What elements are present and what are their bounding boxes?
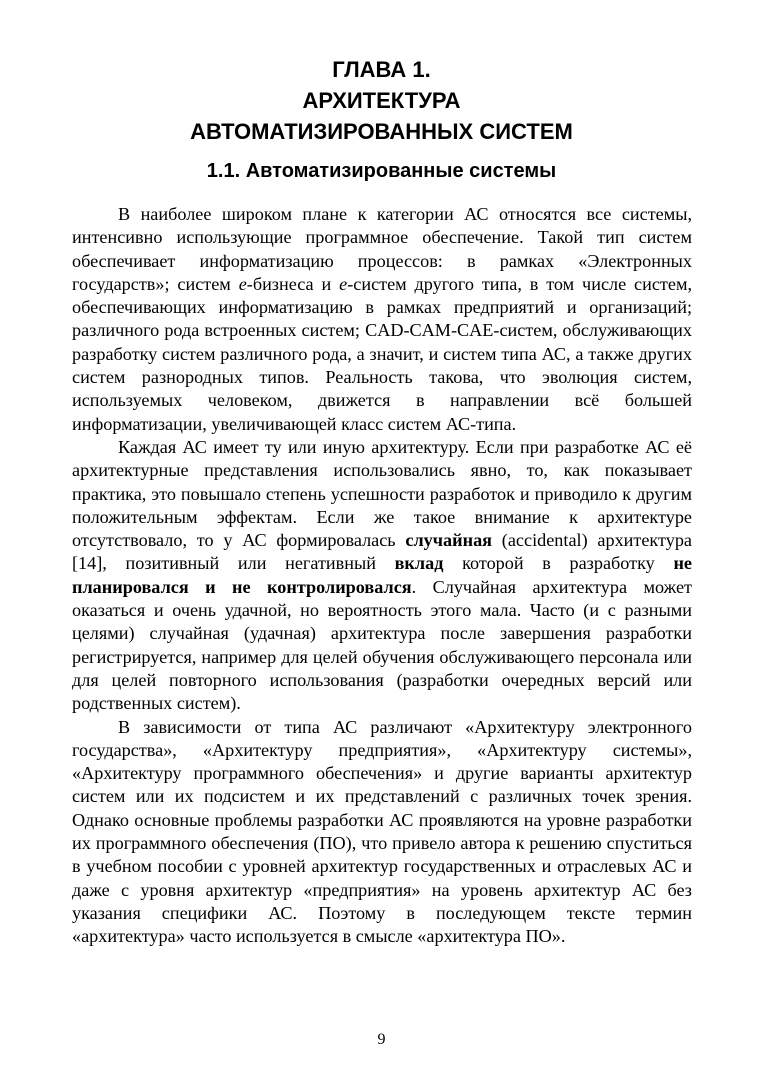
chapter-number: ГЛАВА 1. <box>332 57 431 82</box>
section-title: 1.1. Автоматизированные системы <box>206 160 557 182</box>
chapter-title-line-1: АРХИТЕКТУРА <box>302 88 461 113</box>
paragraph-2-text-c: которой в разработку <box>443 553 674 574</box>
paragraph-1-text-b: -бизнеса и <box>246 273 340 294</box>
paragraph-2-bold-term-3: не планировался и не контролировался <box>72 553 692 597</box>
paragraph-2 <box>72 436 692 716</box>
body-text <box>72 203 692 949</box>
paragraph-2-text-b: (accidental) архитектура [14], позитивный или негативный <box>72 530 692 574</box>
paragraph-1-text-c: -систем другого типа, в том числе систем, обеспечивающих информатизацию в рамках предприятий и организаций; различного рода встроенных систем; CAD-CAM-CAE-систем, обслуживающих разработку систем различного рода, а значит, и систем типа АС, а также других систем разнородных типов. Реальность такова, что эволюция систем, используемых человеком, движется в направлении всё большей информатизации, увеличивающей класс систем АС-типа. <box>72 273 692 434</box>
paragraph-1-text-a: В наиболее широком плане к категории АС относятся все системы, интенсивно использующие программное обеспечение. Такой тип систем обеспечивает информатизацию процессов: в рамках «Электронных государств»; систем <box>72 204 692 294</box>
paragraph-1-italic-e-1: е <box>238 273 247 294</box>
page-number: 9 <box>377 1031 386 1048</box>
paragraph-1-italic-e-2: е <box>339 273 348 294</box>
paragraph-2-bold-term-2: вклад <box>394 553 444 574</box>
paragraph-2-text-d: . Случайная архитектура может оказаться и очень удачной, но вероятность этого мала. Часто (и с разными целями) случайная (удачная) архитектура после завершения разработки регистрируется, например для целей обучения обслуживающего персонала или для целей повторного использования (разработки очередных версий или родственных систем). <box>72 576 693 714</box>
paragraph-3: В зависимости от типа АС различают «Архитектуру электронного государства», «Архитектуру предприятия», «Архитектуру системы», «Архитектуру программного обеспечения» и другие варианты архитектур систем или их подсистем и их представлений с различных точек зрения. Однако основные проблемы разработки АС проявляются на уровне разработки их программного обеспечения (ПО), что привело автора к решению спуститься в учебном пособии с уровней архитектур государственных и отраслевых АС и даже с уровня архитектур «предприятия» на уровень архитектур АС без указания специфики АС. Поэтому в последующем тексте термин «архитектура» часто используется в смысле «архитектура ПО». <box>72 716 692 947</box>
chapter-title-line-2: АВТОМАТИЗИРОВАННЫХ СИСТЕМ <box>190 119 573 144</box>
paragraph-2-bold-term-1: случайная <box>405 530 493 551</box>
paragraph-2-text-a: Каждая АС имеет ту или иную архитектуру. Если при разработке АС её архитектурные представления использовались явно, то, как показывает практика, это повышало степень успешности разработок и приводило к другим положительным эффектам. Если же такое внимание к архитектуре отсутствовало, то у АС формировалась <box>72 436 692 551</box>
chapter-heading <box>60 54 703 147</box>
paragraph-1 <box>72 203 692 436</box>
